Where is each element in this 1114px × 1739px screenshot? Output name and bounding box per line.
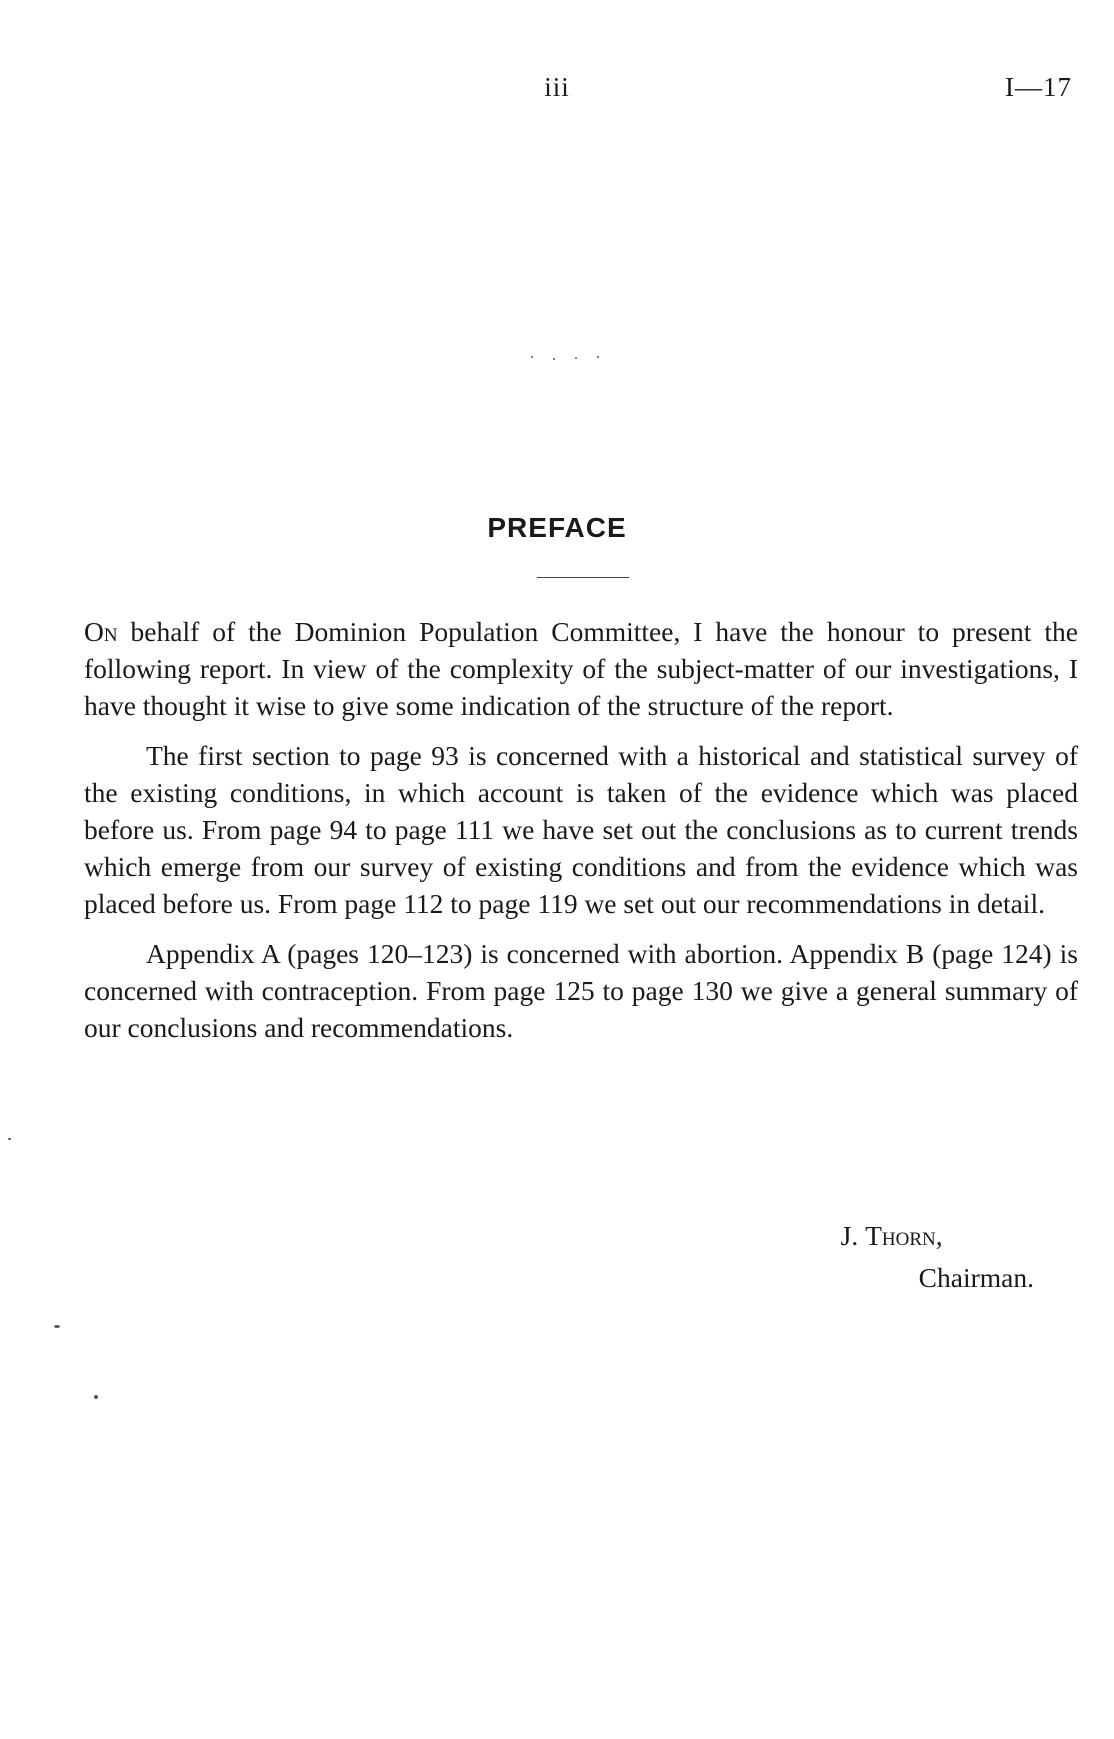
signature-suffix: , — [935, 1220, 943, 1251]
scan-speck — [54, 1325, 60, 1328]
report-reference: I—17 — [1005, 72, 1072, 102]
preface-body — [84, 613, 1078, 1059]
paragraph-3: Appendix A (pages 120–123) is concerned with abortion. Appendix B (page 124) is concerned with contraception. From page 125 to page 130 we give a general summary of our conclusions and recommendations. — [84, 938, 1078, 1043]
signature-block — [841, 1215, 1034, 1299]
paragraph-1 — [84, 613, 1078, 724]
signature-initial: J. — [840, 1220, 866, 1251]
scan-speck — [597, 356, 599, 358]
signature-title: Chairman. — [918, 1262, 1034, 1293]
scan-speck — [94, 1395, 98, 1399]
paragraph-1-lead: On — [84, 616, 118, 647]
signature-name — [841, 1215, 1034, 1257]
scan-speck — [531, 356, 533, 358]
page-number: iii — [544, 72, 570, 102]
title-rule — [537, 577, 629, 578]
scan-speck — [553, 358, 555, 360]
scan-speck — [8, 1138, 11, 1140]
signature-surname: Thorn — [865, 1220, 936, 1251]
scan-speck — [575, 357, 577, 359]
paragraph-2: The first section to page 93 is concerned with a historical and statistical survey of the existing conditions, in which account is taken of the evidence which was placed before us. From page 94 to page 111 we have set out the conclusions as to current trends which emerge from our survey of existing conditions and from the evidence which was placed before us. From page 112 to page 119 we set out our recommendations in detail. — [84, 740, 1078, 919]
paragraph-1-text: behalf of the Dominion Population Committee, I have the honour to present the following report. In view of the complexity of the subject-matter of our investigations, I have thought it wise to give some indication of the structure of the report. — [84, 616, 1078, 721]
page-title: PREFACE — [487, 512, 627, 543]
